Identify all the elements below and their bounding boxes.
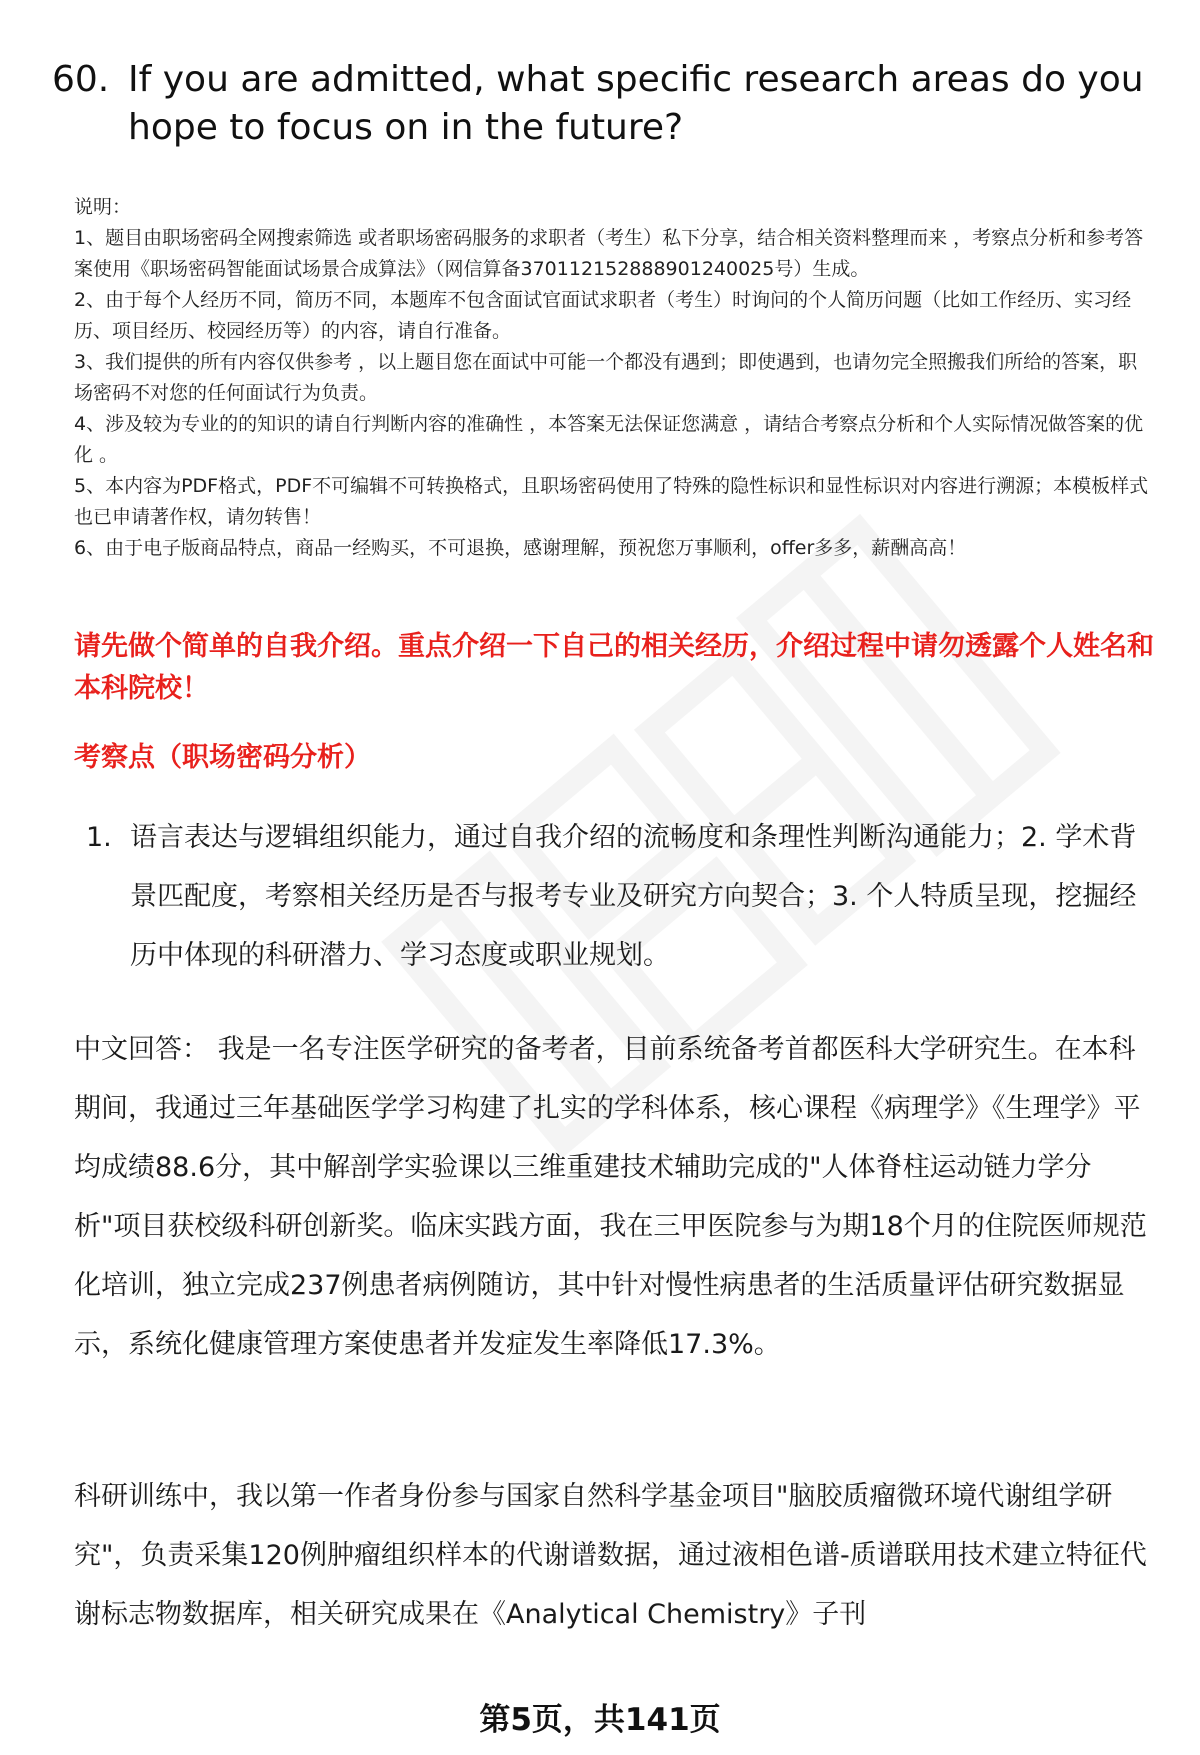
analysis-number: 1. (86, 822, 112, 853)
notes-section (74, 192, 1154, 564)
notes-item: 6、由于电子版商品特点，商品一经购买，不可退换，感谢理解，预祝您万事顺利，offer多多，薪酬高高！ (74, 537, 967, 559)
page-footer: 第5页，共141页 (479, 1702, 721, 1738)
answer-paragraph-1: 中文回答： 我是一名专注医学研究的备考者，目前系统备考首都医科大学研究生。在本科期间，我通过三年基础医学学习构建了扎实的学科体系，核心课程《病理学》《生理学》平均成绩88.6分，其中解剖学实验课以三维重建技术辅助完成的"人体脊柱运动链力学分析"项目获校级科研创新奖。临床实践方面，我在三甲医院参与为期18个月的住院医师规范化培训，独立完成237例患者病例随访，其中针对慢性病患者的生活质量评估研究数据显示，系统化健康管理方案使患者并发症发生率降低17.3%。 (74, 1034, 1147, 1360)
notes-item: 4、涉及较为专业的的知识的请自行判断内容的准确性 ，本答案无法保证您满意 ，请结合考察点分析和个人实际情况做答案的优化 。 (74, 413, 1144, 466)
question-number: 60. (52, 59, 110, 100)
analysis-text: 语言表达与逻辑组织能力，通过自我介绍的流畅度和条理性判断沟通能力；2. 学术背景匹配度，考察相关经历是否与报考专业及研究方向契合；3. 个人特质呈现，挖掘经历中体现的科研潜力、学习态度或职业规划。 (130, 822, 1137, 971)
notes-item: 2、由于每个人经历不同，简历不同，本题库不包含面试官面试求职者（考生）时询问的个人简历问题（比如工作经历、实习经历、项目经历、校园经历等）的内容，请自行准备。 (74, 289, 1132, 342)
notes-heading: 说明： (74, 196, 132, 218)
question-text: If you are admitted, what specific research areas do you hope to focus on in the future? (128, 59, 1144, 148)
question-heading (52, 56, 1162, 152)
notes-item: 5、本内容为PDF格式，PDF不可编辑不可转换格式，且职场密码使用了特殊的隐性标识和显性标识对内容进行溯源；本模板样式也已申请著作权，请勿转售！ (74, 475, 1149, 528)
analysis-heading: 考察点（职场密码分析） (74, 742, 371, 773)
analysis-list-item (86, 808, 1146, 985)
notes-item: 3、我们提供的所有内容仅供参考 ，以上题目您在面试中可能一个都没有遇到；即使遇到，也请勿完全照搬我们所给的答案，职场密码不对您的任何面试行为负责。 (74, 351, 1138, 404)
answer-paragraph-2: 科研训练中，我以第一作者身份参与国家自然科学基金项目"脑胶质瘤微环境代谢组学研究"，负责采集120例肿瘤组织样本的代谢谱数据，通过液相色谱-质谱联用技术建立特征代谢标志物数据库，相关研究成果在《Analytical Chemistry》子刊 (74, 1481, 1147, 1630)
interview-prompt: 请先做个简单的自我介绍。重点介绍一下自己的相关经历，介绍过程中请勿透露个人姓名和本科院校！ (74, 631, 1154, 704)
notes-item: 1、题目由职场密码全网搜索筛选 或者职场密码服务的求职者（考生）私下分享，结合相关资料整理而来 ，考察点分析和参考答案使用《职场密码智能面试场景合成算法》（网信算备370112152888901240025号）生成。 (74, 227, 1144, 280)
